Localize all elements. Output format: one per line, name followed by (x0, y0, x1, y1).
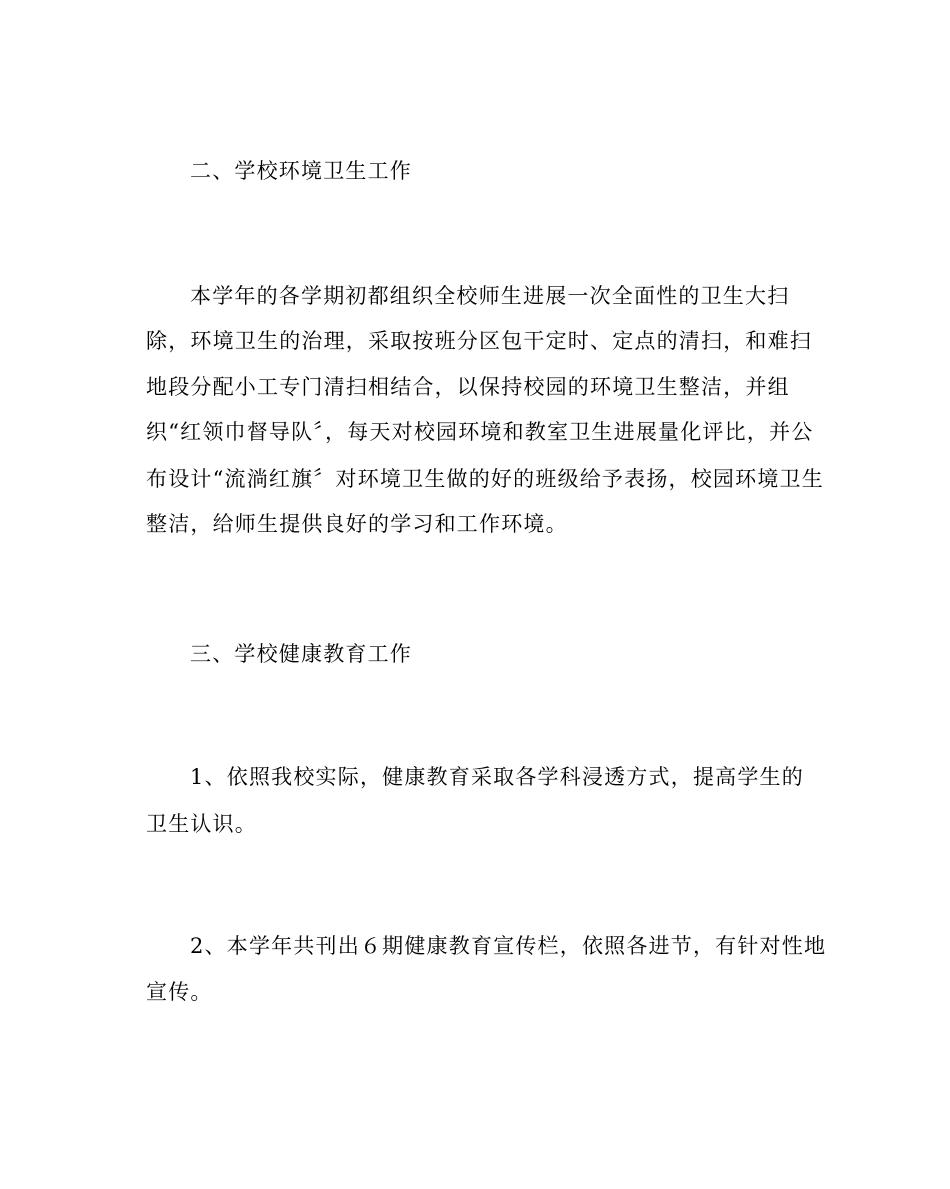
paragraph-line: 布设计“流淌红旗〞对环境卫生做的好的班级给予表扬，校园环境卫生 (146, 467, 824, 491)
paragraph-line: 织“红领巾督导队〞，每天对校园环境和教室卫生进展量化评比，并公 (146, 420, 814, 444)
paragraph-line: 卫生认识。 (146, 812, 257, 836)
paragraph-line: 地段分配小工专门清扫相结合，以保持校园的环境卫生整洁，并组 (146, 375, 790, 399)
section-heading-environment: 二、学校环境卫生工作 (190, 159, 412, 183)
section-heading-health-education: 三、学校健康教育工作 (190, 642, 412, 666)
paragraph-line: 整洁，给师生提供良好的学习和工作环境。 (146, 512, 568, 536)
paragraph-line: 除，环境卫生的治理，采取按班分区包干定时、定点的清扫，和难扫 (146, 329, 812, 353)
paragraph-line: 1、依照我校实际，健康教育采取各学科浸透方式，提高学生的 (190, 765, 804, 789)
paragraph-line: 本学年的各学期初都组织全校师生进展一次全面性的卫生大扫 (190, 284, 790, 308)
paragraph-line: 2、本学年共刊出６期健康教育宣传栏，依照各进节，有针对性地 (190, 934, 827, 958)
paragraph-line: 宣传。 (146, 980, 213, 1004)
